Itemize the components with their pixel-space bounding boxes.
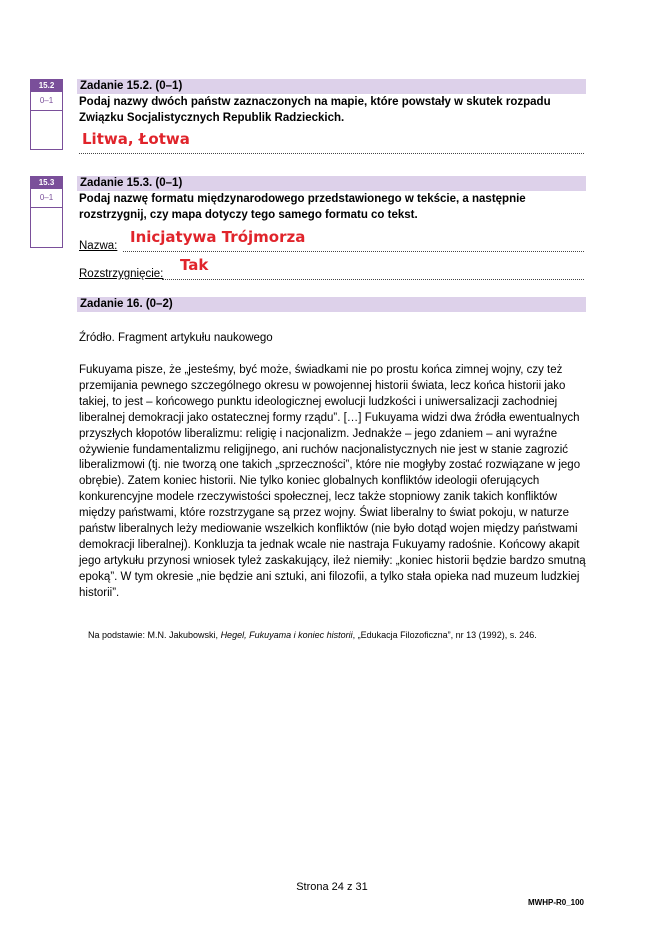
answer-line-name[interactable] — [123, 251, 584, 252]
handwritten-answer-decision: Tak — [180, 256, 209, 274]
source-label: Źródło. Fragment artykułu naukowego — [79, 332, 273, 344]
task-number: 15.3 — [31, 177, 62, 189]
citation-prefix: Na podstawie: M.N. Jakubowski, — [88, 630, 221, 640]
decision-label: Rozstrzygnięcie: — [79, 268, 164, 280]
task-number: 15.2 — [31, 80, 62, 92]
article-fragment: Fukuyama pisze, że „jesteśmy, być może, świadkami nie po prostu końca zimnej wojny, czy też przemijania pewnego szczególnego okresu w powojennej historii świata, lecz końca historii jako takiej, to jest – końcowego punktu ideologicznej ewolucji ludzkości i uniwersalizacji zachodniej liberalnej demokracji jako ostatecznej formy rządu”. […] Fukuyama widzi dwa źródła ewentualnych przyszłych kłopotów liberalizmu: religię i nacjonalizm. Jednakże – jego zdaniem – ani wyraźne ożywienie fundamentalizmu religijnego, ani ruchów nacjonalistycznych nie jest w stanie zagrozić liberalizmowi (tj. nie tworzą one takich „sprzeczności”, które nie mogłyby zostać rozwiązane w jego obrębie). Zatem koniec historii. Nie tylko koniec globalnych konfliktów ideologii oferujących konkurencyjne modele rzeczywistości społecznej, lecz także stopniowy zanik takich konfliktów między państwami, które rozstrzygane są przez wojny. Świat liberalny to świat pokoju, w naturze państw liberalnych leży mediowanie wszelkich konfliktów (nie było dotąd wojen między państwami demokracji liberalnej). Konkluzja ta jednak wcale nie nastraja Fukuyamy radośnie. Końcowy akapit jego artykułu przynosi wniosek tyleż zaskakujący, ileż niemiły: „koniec historii będzie bardzo smutną epoką”. W tym okresie „nie będzie ani sztuki, ani filozofii, a tylko stała opieka nad muzeum ludzkiej historii”. — [79, 364, 586, 599]
score-box-15-2 — [30, 79, 63, 150]
task-header-15-3: Zadanie 15.3. (0–1) — [77, 176, 586, 191]
exam-code: MWHP-R0_100 — [527, 898, 584, 907]
citation-title: Hegel, Fukuyama i koniec historii — [220, 630, 353, 640]
citation-suffix: , „Edukacja Filozoficzna”, nr 13 (1992), s. 246. — [352, 630, 537, 640]
page-number: Strona 24 z 31 — [296, 881, 368, 893]
task-points: 0–1 — [31, 189, 62, 208]
handwritten-answer-name: Inicjatywa Trójmorza — [130, 228, 306, 246]
name-label: Nazwa: — [79, 240, 118, 252]
answer-line-decision[interactable] — [162, 279, 584, 280]
task-header-15-2: Zadanie 15.2. (0–1) — [77, 79, 586, 94]
task-question-15-2: Podaj nazwy dwóch państw zaznaczonych na mapie, które powstały w skutek rozpadu Związku Socjalistycznych Republik Radzieckich. — [79, 96, 551, 124]
handwritten-answer-15-2: Litwa, Łotwa — [82, 130, 190, 148]
score-box-15-3 — [30, 176, 63, 248]
task-header-16: Zadanie 16. (0–2) — [77, 297, 586, 312]
citation — [88, 630, 537, 640]
answer-line-15-2[interactable] — [79, 153, 584, 154]
task-question-15-3: Podaj nazwę formatu międzynarodowego przedstawionego w tekście, a następnie rozstrzygnij, czy mapa dotyczy tego samego formatu co tekst. — [79, 193, 526, 221]
task-points: 0–1 — [31, 92, 62, 111]
